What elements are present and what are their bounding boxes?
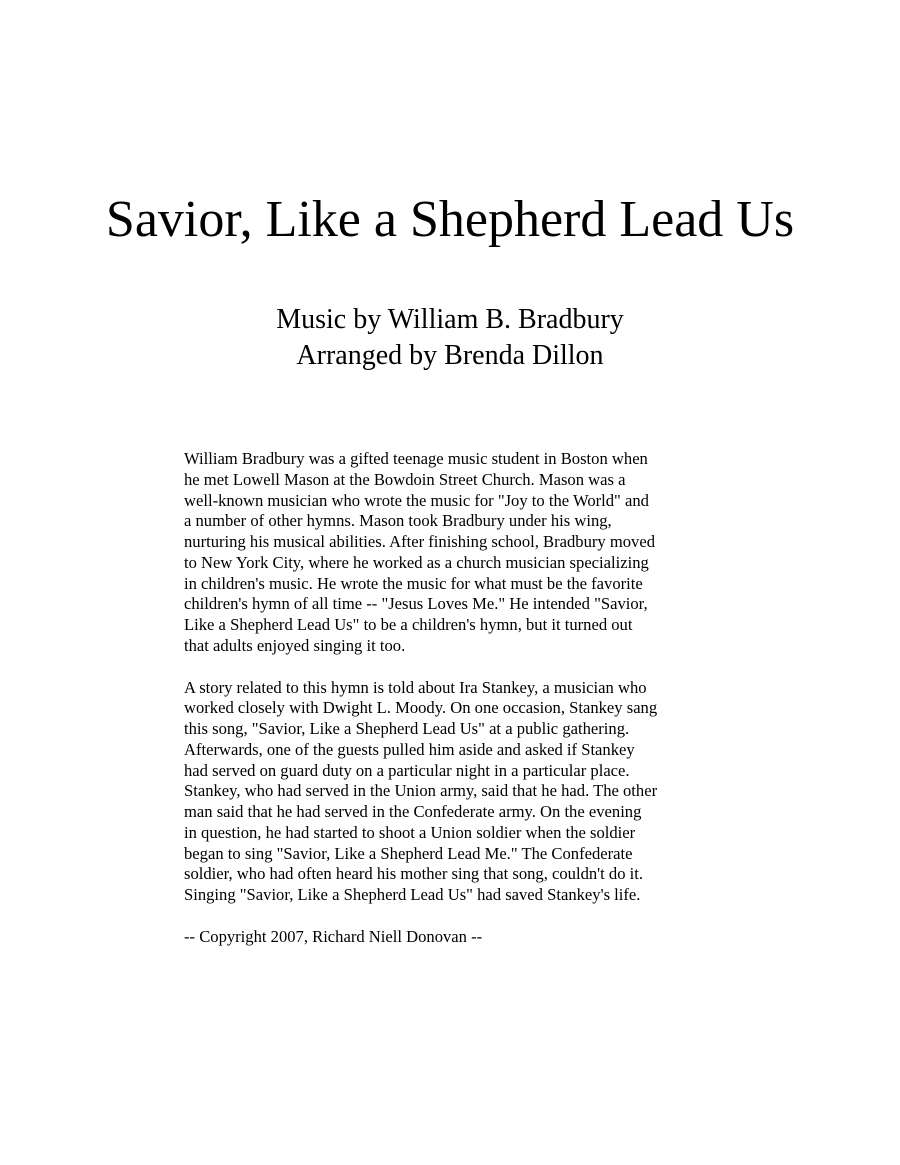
text-line: soldier, who had often heard his mother sing that song, couldn't do it.: [184, 864, 644, 884]
text-line: Like a Shepherd Lead Us" to be a children's hymn, but it turned out: [184, 615, 633, 634]
text-line: worked closely with Dwight L. Moody. On one occasion, Stankey sang: [184, 698, 658, 718]
text-line: man said that he had served in the Confederate army. On the evening: [184, 802, 642, 821]
text-line: began to sing "Savior, Like a Shepherd Lead Me." The Confederate: [184, 843, 633, 863]
text-line: this song, "Savior, Like a Shepherd Lead Us" at a public gathering.: [184, 719, 630, 738]
body-text: [184, 449, 744, 948]
copyright-line: -- Copyright 2007, Richard Niell Donovan --: [184, 926, 483, 946]
text-line: William Bradbury was a gifted teenage music student in Boston when: [184, 449, 648, 468]
text-line: Stankey, who had served in the Union army, said that he had. The other: [184, 781, 658, 801]
paragraph-spacer: [184, 657, 744, 678]
text-line: that adults enjoyed singing it too.: [184, 635, 406, 655]
text-line: well-known musician who wrote the music for "Joy to the World" and: [184, 490, 649, 510]
text-line: Afterwards, one of the guests pulled him aside and asked if Stankey: [184, 739, 635, 759]
text-line: in children's music. He wrote the music for what must be the favorite: [184, 573, 643, 593]
text-line: had served on guard duty on a particular night in a particular place.: [184, 760, 630, 780]
text-line: he met Lowell Mason at the Bowdoin Street Church. Mason was a: [184, 469, 626, 489]
page-title: Savior, Like a Shepherd Lead Us: [105, 191, 795, 248]
text-line: A story related to this hymn is told about Ira Stankey, a musician who: [184, 677, 647, 697]
text-line: a number of other hymns. Mason took Bradbury under his wing,: [184, 511, 612, 531]
text-line: children's hymn of all time -- "Jesus Loves Me." He intended "Savior,: [184, 594, 648, 614]
text-line: to New York City, where he worked as a church musician specializing: [184, 552, 649, 572]
paragraph-story: [184, 678, 744, 906]
credits-block: [0, 302, 900, 374]
text-line: nurturing his musical abilities. After finishing school, Bradbury moved: [184, 532, 656, 551]
paragraph-history: [184, 449, 744, 657]
text-line: Singing "Savior, Like a Shepherd Lead Us" had saved Stankey's life.: [184, 885, 641, 904]
text-line: in question, he had started to shoot a Union soldier when the soldier: [184, 822, 636, 842]
paragraph-spacer: [184, 906, 744, 927]
arranger-credit: Arranged by Brenda Dillon: [296, 340, 604, 371]
music-credit: Music by William B. Bradbury: [276, 304, 624, 335]
